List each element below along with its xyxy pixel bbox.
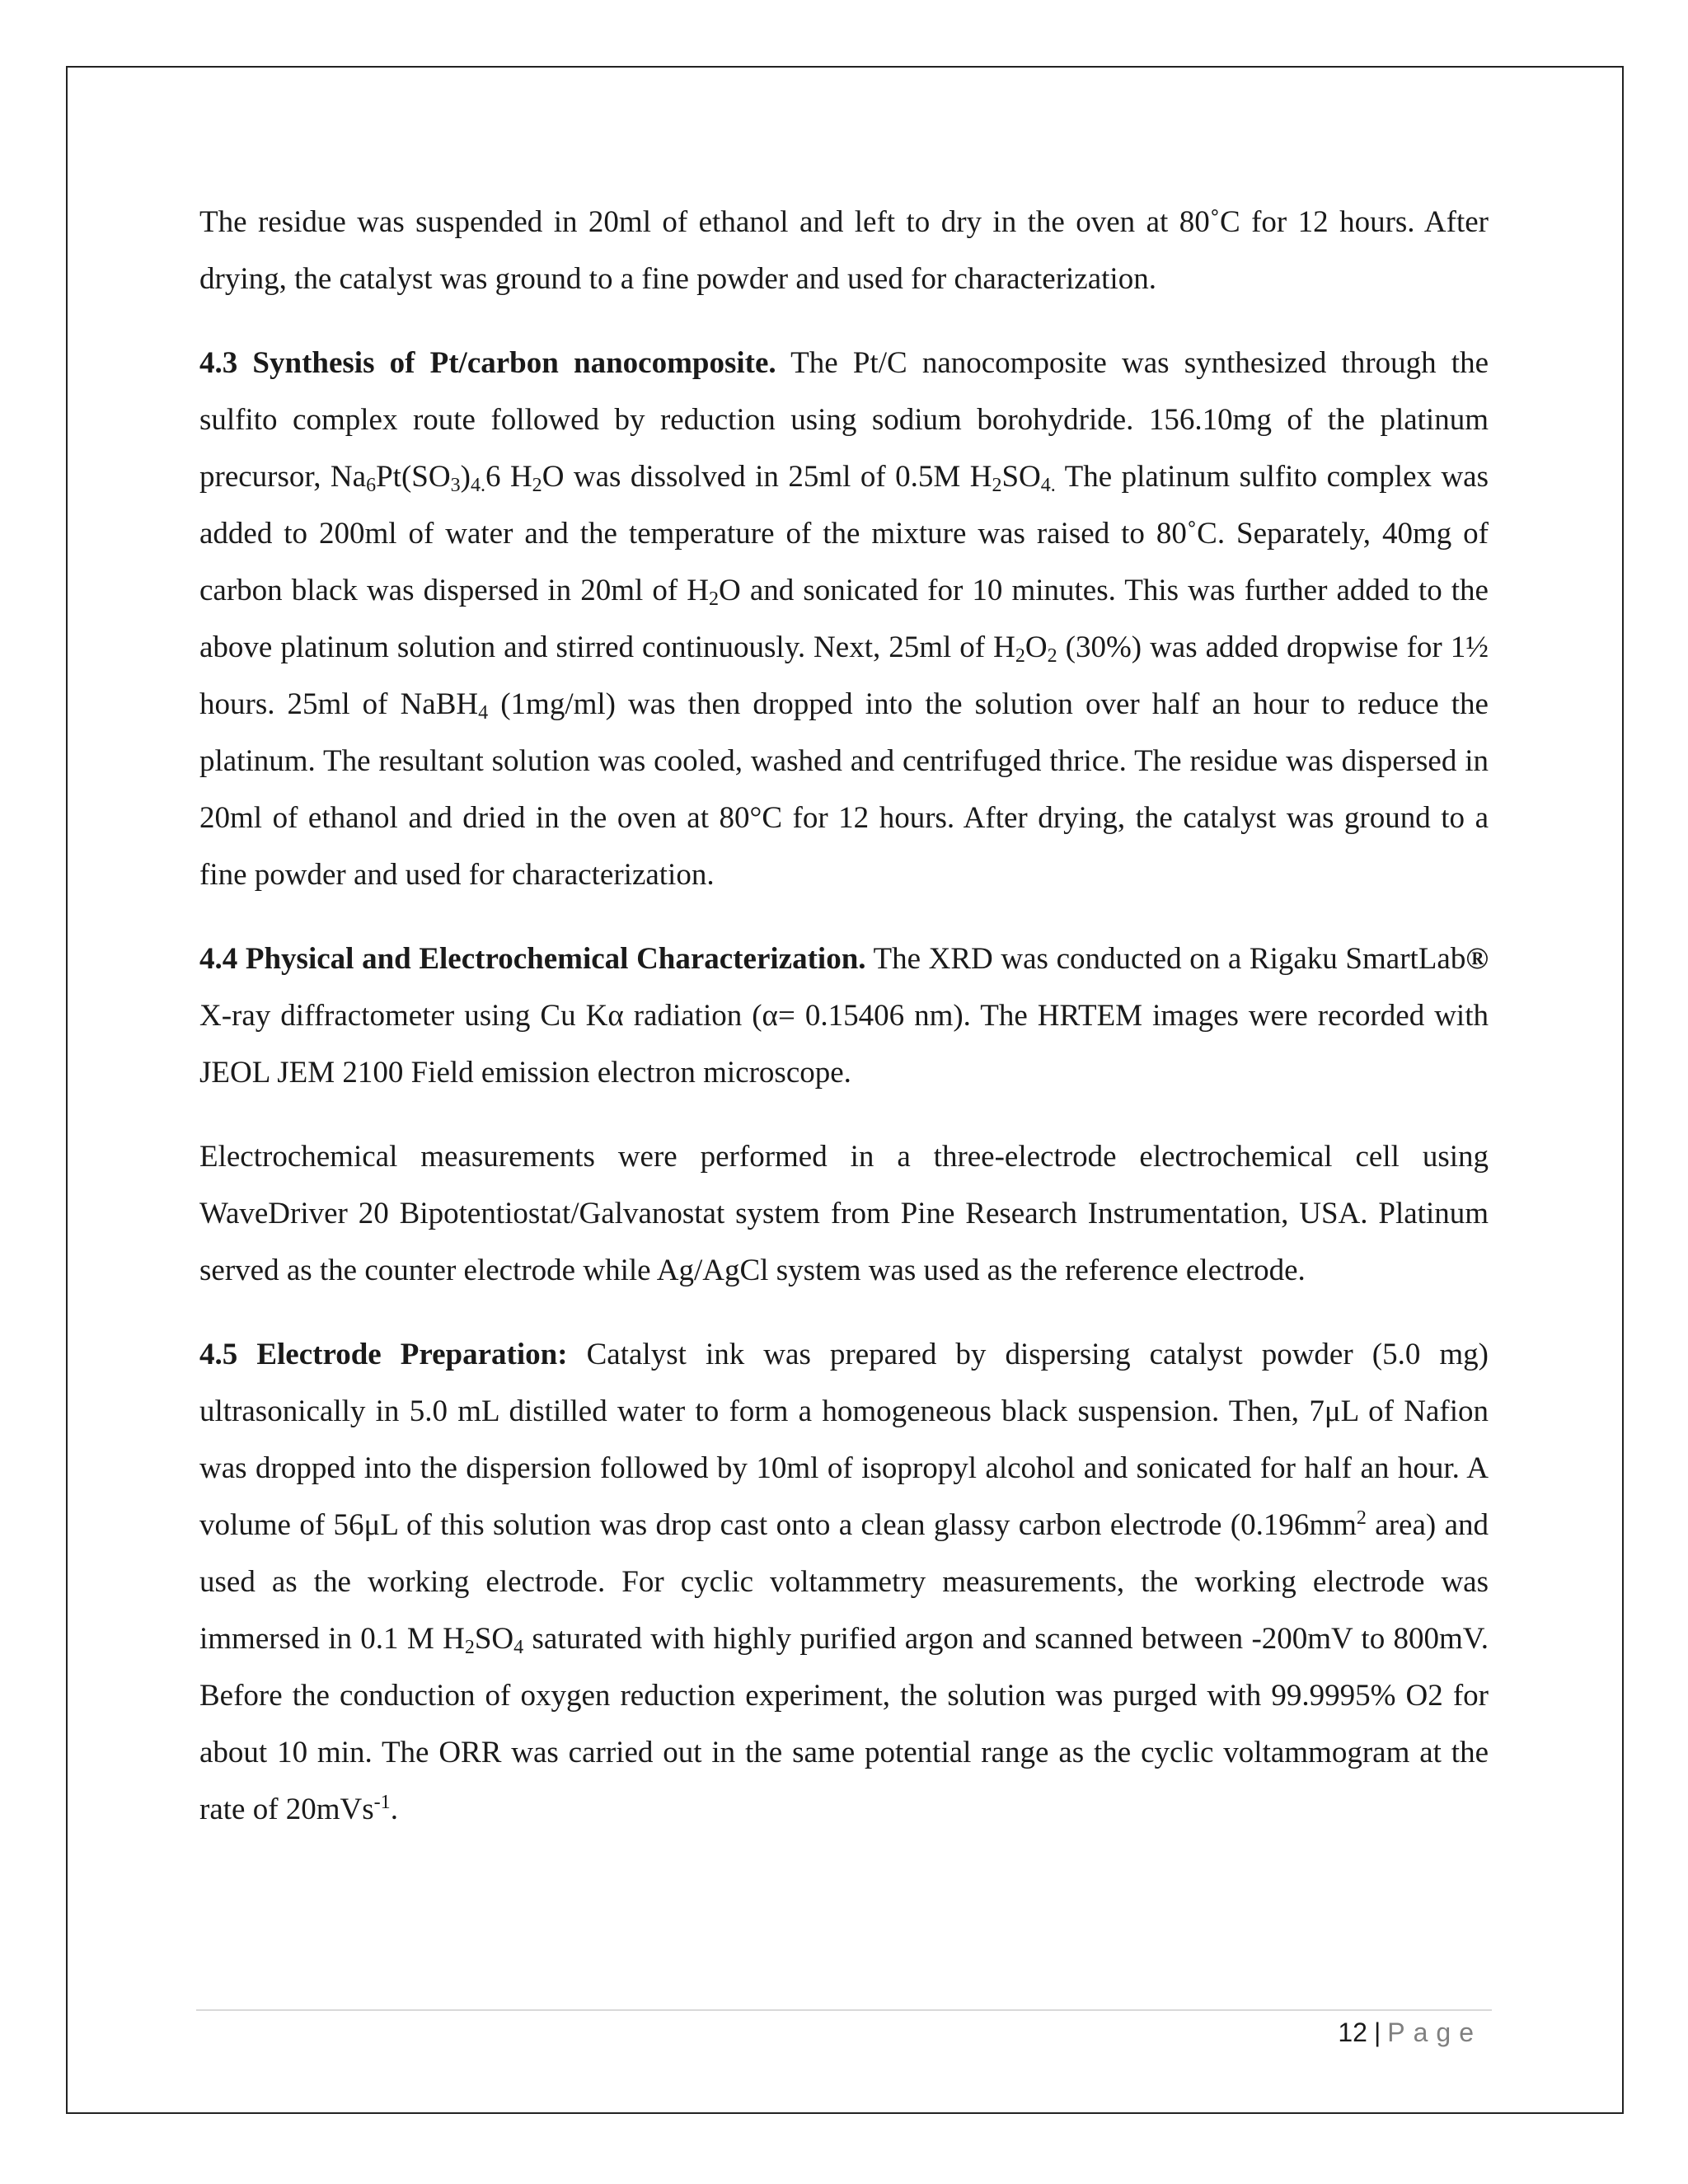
section-4-4-characterization [199,930,1489,1101]
text-run: saturated with highly purified argon and scanned between -200mV to 800mV. Before the conduction of oxygen reduction experiment, the solution was purged with 99.9995% O2 for about 10 min. The ORR was carried out in the same potential range as the cyclic voltammogram at the rate of 20mVs [199,1622,1489,1826]
text-run: O and sonicated for 10 minutes. This was further added to the above platinum solution and stirred continuously. Next, 25ml of H [199,574,1489,664]
superscript: 2 [1356,1507,1367,1529]
page-number: 12 [1338,2018,1367,2047]
page-footer [1338,2014,1482,2050]
text-run: 6 H [485,460,532,494]
text-run: . [390,1793,398,1826]
text-run: area) and used as the working electrode. For cyclic voltammetry measurements, the working electrode was immersed in 0.1 M H [199,1508,1489,1656]
subscript: 2 [532,475,542,496]
superscript: -1 [373,1791,391,1813]
text-run: O was dissolved in 25ml of 0.5M H [542,460,992,494]
subscript: 3 [450,475,461,496]
subscript: 2 [1047,645,1057,667]
subscript: 2 [992,475,1002,496]
text-run: Pt(SO [376,460,451,494]
subscript: 4. [1040,475,1056,496]
text-run: X-ray diffractometer using Cu Kα radiation (α= 0.15406 nm). The HRTEM images were recorded with JEOL JEM 2100 Field emission electron microscope. [199,999,1489,1090]
footer-separator: | [1373,2018,1381,2047]
paragraph-text: The residue was suspended in 20ml of ethanol and left to dry in the oven at 80˚C for 12 hours. After drying, the catalyst was ground to a fine powder and used for characterization. [199,205,1489,296]
document-body [199,194,1489,1838]
page-label: Page [1387,2018,1482,2047]
section-heading: 4.3 Synthesis of Pt/carbon nanocomposite. [199,346,776,380]
paragraph-residue [199,194,1489,307]
section-4-3-synthesis [199,335,1489,903]
text-run: The Pt/C nanocomposite was synthesized through the sulfito complex route followed by reduction using sodium borohydride. 156.10mg of the platinum precursor, Na [199,346,1489,494]
paragraph-text: Electrochemical measurements were performed in a three-electrode electrochemical cell using WaveDriver 20 Bipotentiostat/Galvanostat system from Pine Research Instrumentation, USA. Platinum served as the counter electrode while Ag/AgCl system was used as the reference electrode. [199,1140,1489,1287]
subscript: 4 [478,702,489,724]
subscript: 6 [366,475,377,496]
subscript: 2 [709,588,720,610]
text-run: The XRD was conducted on a Rigaku SmartLab [865,942,1466,976]
paragraph-electrochemical-measurements [199,1128,1489,1299]
section-heading: 4.4 Physical and Electrochemical Characterization. [199,942,866,976]
text-run: O [1025,630,1048,664]
footer-divider [196,2009,1492,2011]
text-run: (30%) was added dropwise for 1½ hours. 25ml of NaBH [199,630,1489,721]
registered-mark: ® [1465,942,1489,976]
section-4-5-electrode-preparation [199,1326,1489,1838]
subscript: 4. [470,475,485,496]
text-run: The platinum sulfito complex was added to 200ml of water and the temperature of the mixture was raised to 80˚C. Separately, 40mg of carbon black was dispersed in 20ml of H [199,460,1489,607]
section-heading: 4.5 Electrode Preparation: [199,1338,568,1371]
text-run: (1mg/ml) was then dropped into the solution over half an hour to reduce the platinum. The resultant solution was cooled, washed and centrifuged thrice. The residue was dispersed in 20ml of ethanol and dried in the oven at 80°C for 12 hours. After drying, the catalyst was ground to a fine powder and used for characterization. [199,687,1489,892]
text-run: SO [1001,460,1041,494]
text-run: SO [474,1622,514,1656]
subscript: 4 [513,1637,524,1658]
text-run: Catalyst ink was prepared by dispersing catalyst powder (5.0 mg) ultrasonically in 5.0 mL distilled water to form a homogeneous black suspension. Then, 7μL of Nafion was dropped into the dispersion followed by 10ml of isopropyl alcohol and sonicated for half an hour. A volume of 56μL of this solution was drop cast onto a clean glassy carbon electrode (0.196mm [199,1338,1489,1542]
subscript: 2 [1015,645,1025,667]
text-run: ) [460,460,471,494]
subscript: 2 [464,1637,475,1658]
